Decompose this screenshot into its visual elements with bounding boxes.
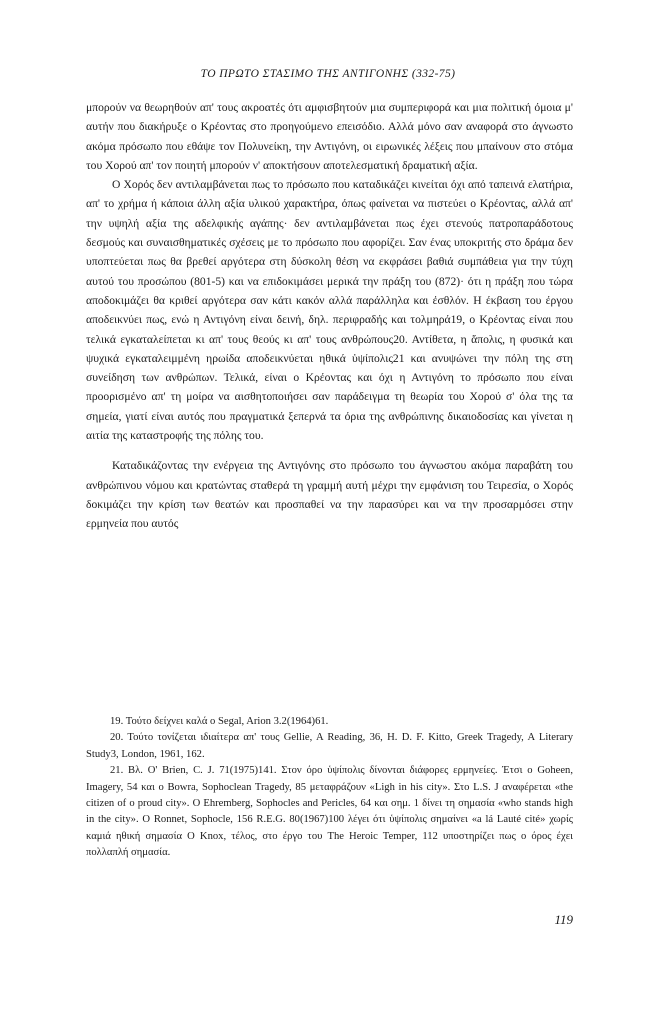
paragraph-1: μπορούν να θεωρηθούν απ' τους ακροατές ότι αμφισβητούν μια συμπεριφορά και μια πολιτική όμοια μ' αυτήν που διακήρυξε ο Κρέοντας στο προηγούμενο επεισόδιο. Αλλά μόνο σαν αναφορά στο άγνωστο ακόμα πρόσωπο που εθάψε τον Πολυνείκη, την Αντιγόνη, οι ειρωνικές λέξεις που μπαίνουν στο στόμα του Χορού απ' τον ποιητή μπορούν ν' αποκτήσουν αποτελεσματική δραματική αξία. [86, 101, 573, 172]
footnotes [86, 714, 573, 862]
footnote-20: 20. Τούτο τονίζεται ιδιαίτερα απ' τους Gellie, A Reading, 36, H. D. F. Kitto, Greek Tragedy, A Literary Study3, London, 1961, 162. [86, 732, 573, 760]
main-text [86, 98, 573, 534]
footnote-19: 19. Τούτο δείχνει καλά ο Segal, Arion 3.2(1964)61. [110, 716, 329, 727]
running-head: ΤΟ ΠΡΩΤΟ ΣΤΑΣΙΜΟ ΤΗΣ ΑΝΤΙΓΟΝΗΣ (332-75) [200, 68, 456, 80]
footnote-21: 21. Βλ. O' Brien, C. J. 71(1975)141. Στον όρο ὑψίπολις δίνονται διάφορες ερμηνείες. Έτσι ο Goheen, Imagery, 54 και ο Bowra, Sophoclean Tragedy, 85 μεταφράζουν «Ligh in his city». Στο L.S. J αναφέρεται «the citizen of o proud city». Ο Ehremberg, Sophocles and Pericles, 64 και σημ. 1 δίνει τη σημασία «who stands high in the city». Ο Ronnet, Sophocle, 156 R.E.G. 80(1967)100 λέγει ότι ὑψίπολις σημαίνει «a lá Lauté cité» χωρίς καμιά ηθική σημασία Ο Knox, τέλος, στο έργο του The Heroic Temper, 112 υποστηρίζει πως ο όρος έχει πολλαπλή σημασία. [86, 765, 573, 859]
paragraph-3: Καταδικάζοντας την ενέργεια της Αντιγόνης στο πρόσωπο του άγνωστου ακόμα παραβάτη του ανθρώπινου νόμου και κρατώντας σταθερά τη γραμμή αυτή μέχρι την εμφάνιση του Τειρεσία, ο Χορός δοκιμάζει την κρίση των θεατών και προσπαθεί να την παρασύρει και να την προσαρμόσει στην ερμηνεία που αυτός [86, 459, 573, 531]
paragraph-2: Ο Χορός δεν αντιλαμβάνεται πως το πρόσωπο που καταδικάζει κινείται όχι από ταπεινά ελατήρια, απ' το χρήμα ή κάποια άλλη αξία υλικού χαρακτήρα, όπως φαίνεται να πιστεύει ο Κρέοντας, αλλά απ' την υψηλή αξία της αδελφικής αγάπης· δεν αντιλαμβάνεται πως έχει στενούς πατροπαράδοτους δεσμούς και συναισθηματικές σχέσεις με το πρόσωπο που αφορίζει. Σαν ένας υποκριτής στο δράμα δεν υποπτεύεται πως θα βρεθεί αργότερα στη δύσκολη θέση να εκφράσει βαθιά συμπάθεια για την τύχη αυτού του προσώπου (801-5) και να επιδοκιμάσει μερικά την πράξη του (872)· ότι η πράξη που τώρα αποδοκιμάζει θα κριθεί αργότερα σαν κάτι κακόν αλλά παράλληλα και ἐσθλόν. Η έκβαση του έργου αποδεικνύει πως, ενώ η Αντιγόνη είναι δεινή, δηλ. περιφραδής και τολμηρά19, ο Κρέοντας είναι που τελικά εγκαταλείπεται κι απ' τους θεούς κι απ' τους ανθρώπους20. Αντίθετα, η ἄπολις, η φυσικά και ψυχικά εγκαταλειμμένη ηρωίδα αποδεικνύεται ηθικά ὑψίπολις21 και ανυψώνει την πόλη της στη συνείδηση των ανθρώπων. Τελικά, είναι ο Κρέοντας και όχι η Αντιγόνη το πρόσωπο που είναι προορισμένο απ' τη μοίρα να αισθητοποιήσει σαν παράδειγμα τη θεωρία του Χορού σ' όλα της τα σημεία, γιατί είναι αυτός που πραγματικά ξεπερνά τα όρια της ανθρώπινης δικαιοδοσίας και γίνεται η αιτία της καταστροφής της πόλης του. [86, 178, 573, 443]
page-number: 119 [554, 912, 573, 927]
